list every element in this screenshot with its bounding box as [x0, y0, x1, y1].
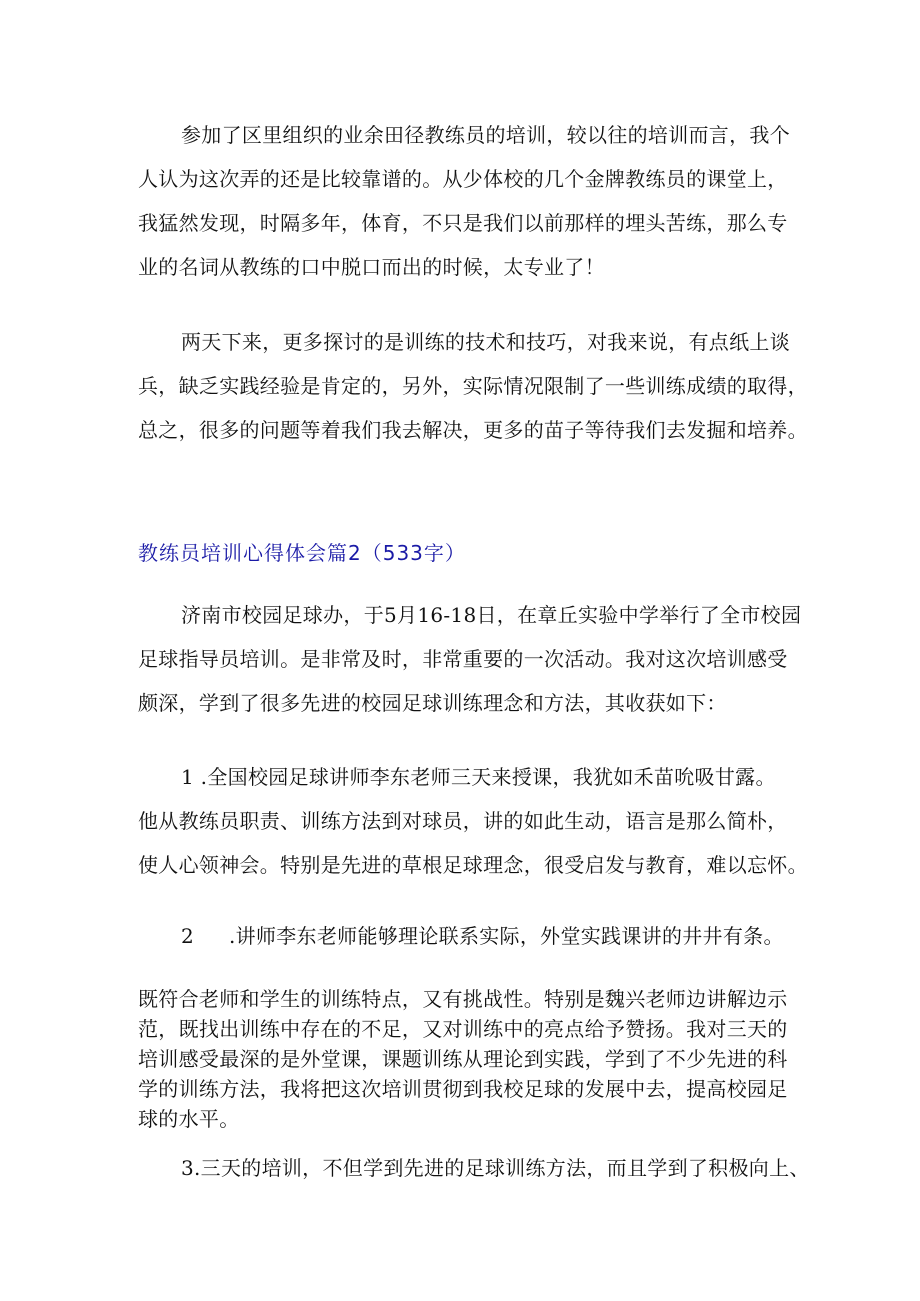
paragraph-2-line-1: 两天下来，更多探讨的是训练的技术和技巧，对我来说，有点纸上谈 — [181, 330, 790, 354]
item-2-line-2: 既符合老师和学生的训练特点，又有挑战性。特别是魏兴老师边讲解边示 — [138, 987, 788, 1011]
item-2-line-3: 范，既找出训练中存在的不足，又对训练中的亮点给予赞扬。我对三天的 — [138, 1017, 788, 1041]
item-2-line-6: 球的水平。 — [138, 1107, 240, 1131]
paragraph-3-line-1: 济南市校园足球办，于5月16-18日，在章丘实验中学举行了全市校园 — [181, 603, 802, 627]
item-2-line-1: .讲师李东老师能够理论联系实际，外堂实践课讲的井井有条。 — [229, 924, 784, 948]
item-3-line-1: 3.三天的培训，不但学到先进的足球训练方法，而且学到了积极向上、 — [181, 1156, 810, 1180]
paragraph-1-line-4: 业的名词从教练的口中脱口而出的时候，太专业了！ — [138, 255, 605, 279]
item-1-line-2: 他从教练员职责、训练方法到对球员，讲的如此生动，语言是那么简朴， — [138, 809, 788, 833]
item-2-number: 2 — [181, 924, 195, 948]
item-1-line-1: 1 .全国校园足球讲师李东老师三天来授课，我犹如禾苗吮吸甘露。 — [181, 765, 776, 789]
paragraph-3-line-3: 颇深，学到了很多先进的校园足球训练理念和方法，其收获如下： — [138, 691, 727, 715]
paragraph-3-line-2: 足球指导员培训。是非常及时，非常重要的一次活动。我对这次培训感受 — [138, 647, 788, 671]
paragraph-1-line-2: 人认为这次弄的还是比较靠谱的。从少体校的几个金牌教练员的课堂上， — [138, 167, 788, 191]
item-1-line-3: 使人心领神会。特别是先进的草根足球理念，很受启发与教育，难以忘怀。 — [138, 853, 808, 877]
paragraph-2-line-2: 兵，缺乏实践经验是肯定的，另外，实际情况限制了一些训练成绩的取得， — [138, 374, 808, 398]
item-2-line-5: 学的训练方法，我将把这次培训贯彻到我校足球的发展中去，提高校园足 — [138, 1077, 788, 1101]
paragraph-2-line-3: 总之，很多的问题等着我们我去解决，更多的苗子等待我们去发掘和培养。 — [138, 418, 808, 442]
paragraph-1-line-3: 我猛然发现，时隔多年，体育，不只是我们以前那样的埋头苦练，那么专 — [138, 211, 788, 235]
paragraph-1-line-1: 参加了区里组织的业余田径教练员的培训，较以往的培训而言，我个 — [181, 123, 790, 147]
item-2-line-4: 培训感受最深的是外堂课，课题训练从理论到实践，学到了不少先进的科 — [138, 1047, 788, 1071]
section-heading: 教练员培训心得体会篇2（533字） — [138, 541, 466, 565]
